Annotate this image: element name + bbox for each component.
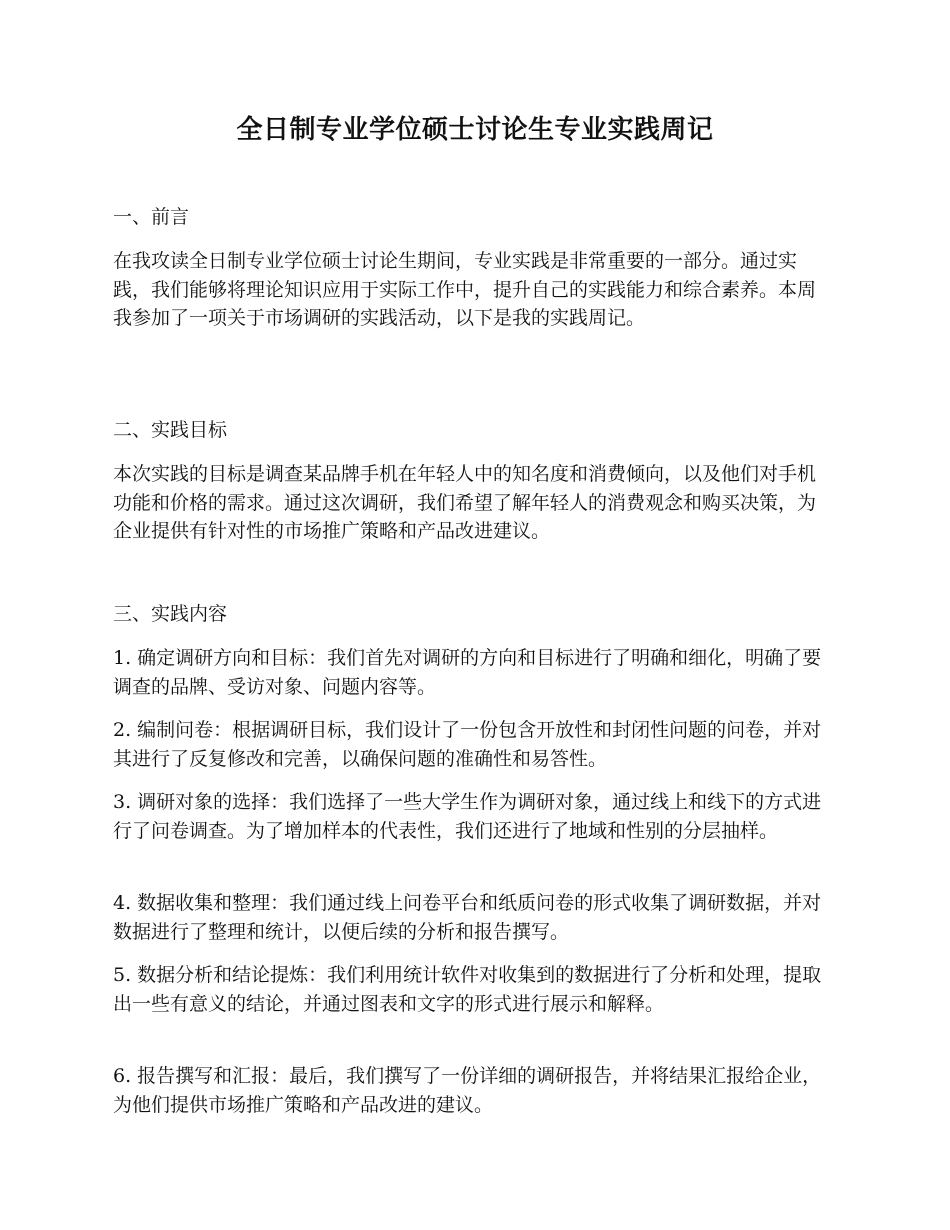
section-heading-goals: 二、实践目标 [113, 419, 228, 441]
list-item-questionnaire: 2. 编制问卷：根据调研目标，我们设计了一份包含开放性和封闭性问题的问卷，并对其进行了反复修改和完善，以确保问题的准确性和易答性。 [113, 719, 822, 770]
section-heading-preface: 一、前言 [113, 206, 190, 228]
list-item-subjects: 3. 调研对象的选择：我们选择了一些大学生作为调研对象，通过线上和线下的方式进行了问卷调查。为了增加样本的代表性，我们还进行了地域和性别的分层抽样。 [113, 791, 822, 842]
list-item-direction: 1. 确定调研方向和目标：我们首先对调研的方向和目标进行了明确和细化，明确了要调查的品牌、受访对象、问题内容等。 [113, 647, 822, 698]
paragraph-goals: 本次实践的目标是调查某品牌手机在年轻人中的知名度和消费倾向，以及他们对手机功能和价格的需求。通过这次调研，我们希望了解年轻人的消费观念和购买决策，为企业提供有针对性的市场推广策略和产品改进建议。 [113, 463, 817, 542]
list-item-analysis: 5. 数据分析和结论提炼：我们利用统计软件对收集到的数据进行了分析和处理，提取出一些有意义的结论，并通过图表和文字的形式进行展示和解释。 [113, 964, 822, 1015]
section-heading-content: 三、实践内容 [113, 603, 228, 625]
paragraph-preface: 在我攻读全日制专业学位硕士讨论生期间，专业实践是非常重要的一部分。通过实践，我们能够将理论知识应用于实际工作中，提升自己的实践能力和综合素养。本周我参加了一项关于市场调研的实践活动，以下是我的实践周记。 [113, 250, 817, 329]
list-item-data-collection: 4. 数据收集和整理：我们通过线上问卷平台和纸质问卷的形式收集了调研数据，并对数据进行了整理和统计，以便后续的分析和报告撰写。 [113, 892, 822, 943]
page-title: 全日制专业学位硕士讨论生专业实践周记 [236, 115, 714, 145]
list-item-report: 6. 报告撰写和汇报：最后，我们撰写了一份详细的调研报告，并将结果汇报给企业，为他们提供市场推广策略和产品改进的建议。 [113, 1065, 822, 1116]
